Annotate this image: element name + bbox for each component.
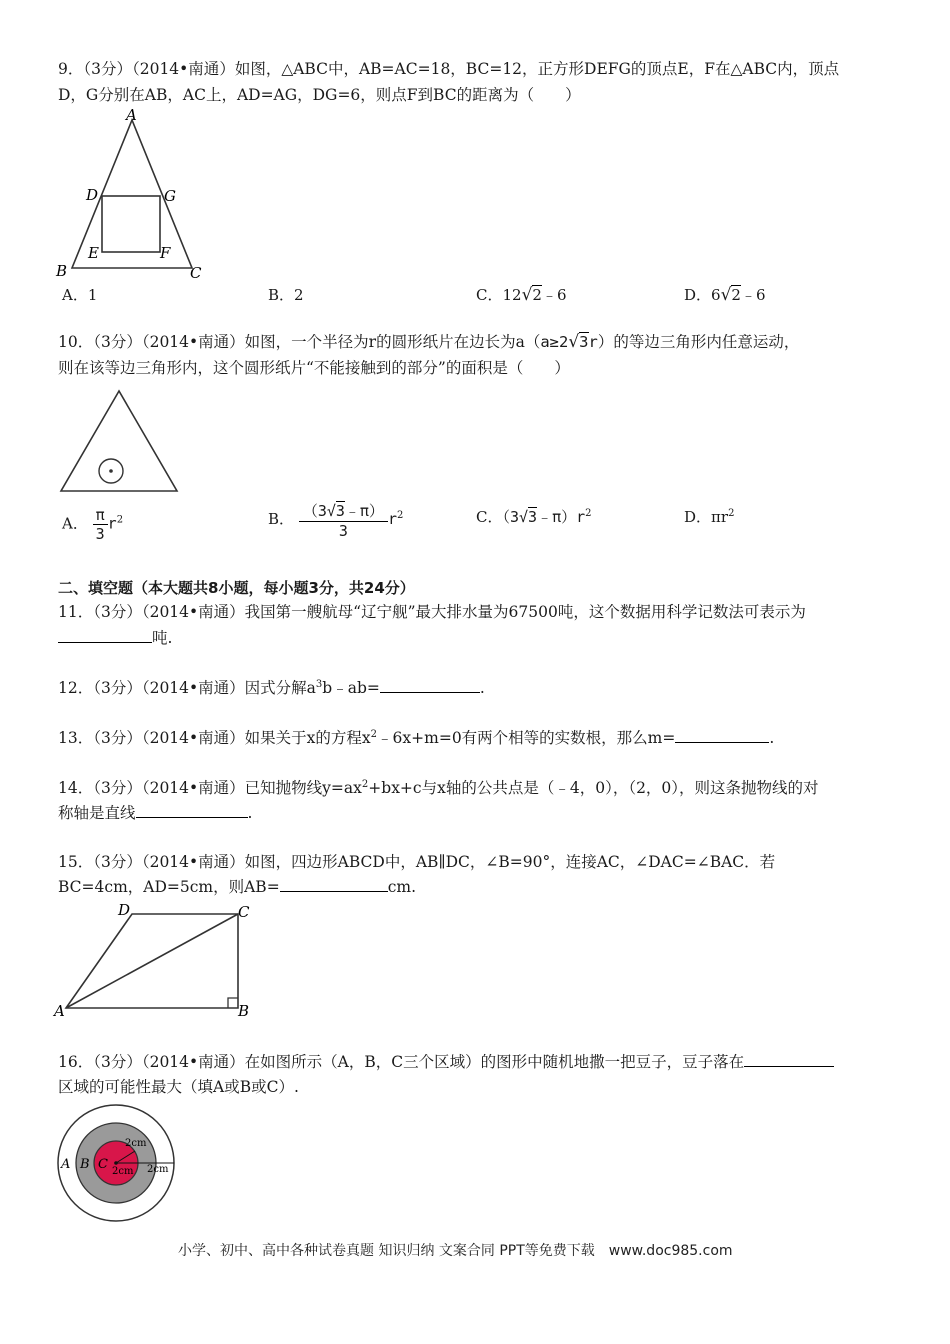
q9-square-defg <box>102 196 160 252</box>
q10-stem-line2: 则在该等边三角形内，这个圆形纸片“不能接触到的部分”的面积是（ ） <box>58 359 570 377</box>
q16-label-b: B <box>80 1157 90 1172</box>
q9-label-f: F <box>160 244 171 262</box>
q14-stem-line2: 称轴是直线 . <box>58 804 253 822</box>
q9-stem-line1: 9．（3分）（2014•南通）如图，△ABC中，AB=AC=18，BC=12，正方形DEFG的顶点E，F在△ABC内，顶点 <box>58 60 840 78</box>
q15-stem-line2: BC=4cm，AD=5cm，则AB= cm. <box>58 878 416 896</box>
section-fill-in-title: 二、填空题（本大题共8小题，每小题3分，共24分） <box>58 579 415 597</box>
q10-option-b[interactable]: B． $\frac{(3√3﹣\pi)}{3}$ $r^2$ <box>268 502 404 540</box>
q11-stem-line1: 11．（3分）（2014•南通）我国第一艘航母“辽宁舰”最大排水量为67500吨，这个数据用科学记数法可表示为 <box>58 603 806 621</box>
q10-option-d[interactable]: D．$\pi r^2$ <box>684 508 735 526</box>
q9-option-d[interactable]: D．6√2﹣6 <box>684 285 766 305</box>
q16-answer-blank[interactable] <box>744 1052 834 1067</box>
q15-label-a: A <box>54 1002 65 1020</box>
q10-option-c[interactable]: C．$(3√3﹣\pi)r^2$ <box>476 508 592 526</box>
q9-label-g: G <box>164 187 176 205</box>
q16-label-2cm-outer: 2cm <box>147 1164 169 1175</box>
q16-label-2cm-top: 2cm <box>125 1138 147 1149</box>
q9-label-b: B <box>56 262 68 280</box>
q15-quadrilateral-figure <box>52 900 262 1022</box>
q9-label-c: C <box>190 264 202 282</box>
q16-target-figure <box>55 1102 180 1224</box>
q15-answer-blank[interactable] <box>280 877 388 892</box>
q13-stem: 13．（3分）（2014•南通）如果关于x的方程$x^2﹣6x+m=0$有两个相等的实数根，那么m= . <box>58 729 775 747</box>
page-footer: 小学、初中、高中各种试卷真题 知识归纳 文案合同 PPT等免费下载 www.doc985.com <box>178 1243 733 1259</box>
q16-label-2cm-inner: 2cm <box>112 1166 134 1177</box>
q15-label-b: B <box>238 1002 250 1020</box>
q15-diagonal-ac <box>66 914 238 1008</box>
q14-stem-line1: 14．（3分）（2014•南通）已知抛物线$y=ax^2+bx+c$与x轴的公共点是（﹣4，0），（2，0），则这条抛物线的对 <box>58 779 819 797</box>
q9-label-a: A <box>126 108 137 124</box>
q9-label-e: E <box>88 244 99 262</box>
q15-label-c: C <box>238 903 250 921</box>
q15-right-angle-mark <box>228 998 238 1008</box>
q13-answer-blank[interactable] <box>675 728 769 743</box>
q15-stem-line1: 15．（3分）（2014•南通）如图，四边形ABCD中，AB∥DC，∠B=90°，连接AC，∠DAC=∠BAC．若 <box>58 853 776 871</box>
q10-circle-center <box>109 469 113 473</box>
q10-equilateral-triangle <box>61 391 177 491</box>
q11-answer-blank[interactable] <box>58 628 152 643</box>
q9-label-d: D <box>86 186 99 204</box>
q16-stem-line2: 区域的可能性最大（填A或B或C）. <box>58 1078 299 1096</box>
q12-stem: 12．（3分）（2014•南通）因式分解$a^3b﹣ab=$ . <box>58 679 485 697</box>
q9-option-c[interactable]: C．12√2﹣6 <box>476 285 567 305</box>
q9-option-a[interactable]: A．1 <box>62 286 98 304</box>
q16-label-c: C <box>98 1157 108 1172</box>
q10-stem-line1: 10．（3分）（2014•南通）如图，一个半径为r的圆形纸片在边长为a（a≥2√3r）的等边三角形内任意运动， <box>58 332 800 352</box>
q9-option-b[interactable]: B．2 <box>268 286 304 304</box>
q11-stem-line2: 吨. <box>58 627 172 649</box>
q16-label-a: A <box>61 1157 71 1172</box>
q15-label-d: D <box>118 901 131 919</box>
q16-stem-line1: 16．（3分）（2014•南通）在如图所示（A，B，C三个区域）的图形中随机地撒一把豆子，豆子落在 <box>58 1051 834 1073</box>
q12-answer-blank[interactable] <box>380 678 480 693</box>
q9-stem-line2: D，G分别在AB，AC上，AD=AG，DG=6，则点F到BC的距离为（ ） <box>58 86 581 104</box>
q14-answer-blank[interactable] <box>136 803 248 818</box>
q10-triangle-figure <box>55 385 185 497</box>
q10-option-a[interactable]: A． $\frac{\pi}{3}$ $r^2$ <box>62 506 124 543</box>
q9-triangle-figure <box>52 108 212 283</box>
